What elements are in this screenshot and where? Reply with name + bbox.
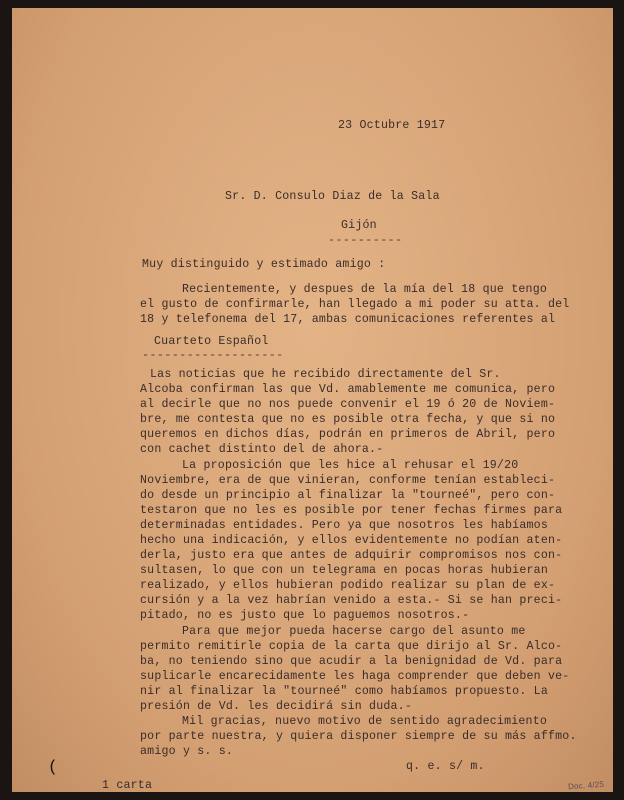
intro-line-3: 18 y telefonema del 17, ambas comunicaciones referentes al	[140, 313, 556, 326]
body-line: Mil gracias, nuevo motivo de sentido agradecimiento	[182, 715, 548, 728]
body-line: queremos en dichos días, podrán en primeros de Abril, pero	[140, 428, 556, 441]
body-line: bre, me contesta que no es posible otra fecha, y que si no	[140, 413, 556, 426]
addressee-city: Gijón	[341, 219, 377, 232]
body-line: suplicarle encarecidamente les haga comprender que deben ve-	[140, 670, 570, 683]
body-line: realizado, y ellos hubieran podido realizar su plan de ex-	[140, 579, 556, 592]
body-line: Las noticias que he recibido directamente del Sr.	[150, 368, 501, 381]
enclosure-note: 1 carta	[102, 779, 153, 792]
body-line: amigo y s. s.	[140, 745, 234, 758]
intro-line-1: Recientemente, y despues de la mía del 18 que tengo	[182, 283, 548, 296]
margin-mark: (	[48, 758, 58, 776]
intro-line-2: el gusto de confirmarle, han llegado a mi poder su atta. del	[140, 298, 570, 311]
body-line: Noviembre, era de que vinieran, conforme tenían estableci-	[140, 474, 556, 487]
body-line: permito remitirle copia de la carta que dirijo al Sr. Alco-	[140, 640, 563, 653]
body-line: hecho una indicación, y ellos evidentemente no podían aten-	[140, 534, 563, 547]
salutation: Muy distinguido y estimado amigo :	[142, 258, 386, 271]
letter-page	[12, 8, 613, 792]
archive-reference: Doc. 4/25	[567, 779, 605, 792]
body-line: Para que mejor pueda hacerse cargo del asunto me	[182, 625, 526, 638]
body-line: La proposición que les hice al rehusar el 19/20	[182, 459, 519, 472]
body-line: cursión y a la vez habrían venido a esta.- Si se han preci-	[140, 594, 563, 607]
subject-title: Cuarteto Español	[154, 335, 269, 348]
body-line: nir al finalizar la "tourneé" como habíamos propuesto. La	[140, 685, 548, 698]
addressee-rule: ----------	[328, 234, 403, 247]
body-line: testaron que no les es posible por tener fechas firmes para	[140, 504, 563, 517]
body-line: ba, no teniendo sino que acudir a la benignidad de Vd. para	[140, 655, 563, 668]
addressee-name: Sr. D. Consulo Diaz de la Sala	[225, 190, 440, 203]
body-line: determinadas entidades. Pero ya que nosotros les habíamos	[140, 519, 548, 532]
body-line: pitado, no es justo que lo paguemos nosotros.-	[140, 609, 470, 622]
letter-date: 23 Octubre 1917	[338, 119, 446, 132]
body-line: presión de Vd. les decidirá sin duda.-	[140, 700, 412, 713]
body-line: sultasen, lo que con un telegrama en pocas horas hubieran	[140, 564, 548, 577]
body-line: por parte nuestra, y quiera disponer siempre de su más affmo.	[140, 730, 577, 743]
body-line: con cachet distinto del de ahora.-	[140, 443, 384, 456]
body-line: do desde un principio al finalizar la "tourneé", pero con-	[140, 489, 556, 502]
body-line: derla, justo era que antes de adquirir compromisos nos con-	[140, 549, 563, 562]
closing: q. e. s/ m.	[406, 760, 485, 773]
body-line: al decirle que no nos puede convenir el 19 ó 20 de Noviem-	[140, 398, 556, 411]
subject-rule: -------------------	[142, 349, 284, 362]
body-line: Alcoba confirman las que Vd. amablemente me comunica, pero	[140, 383, 556, 396]
